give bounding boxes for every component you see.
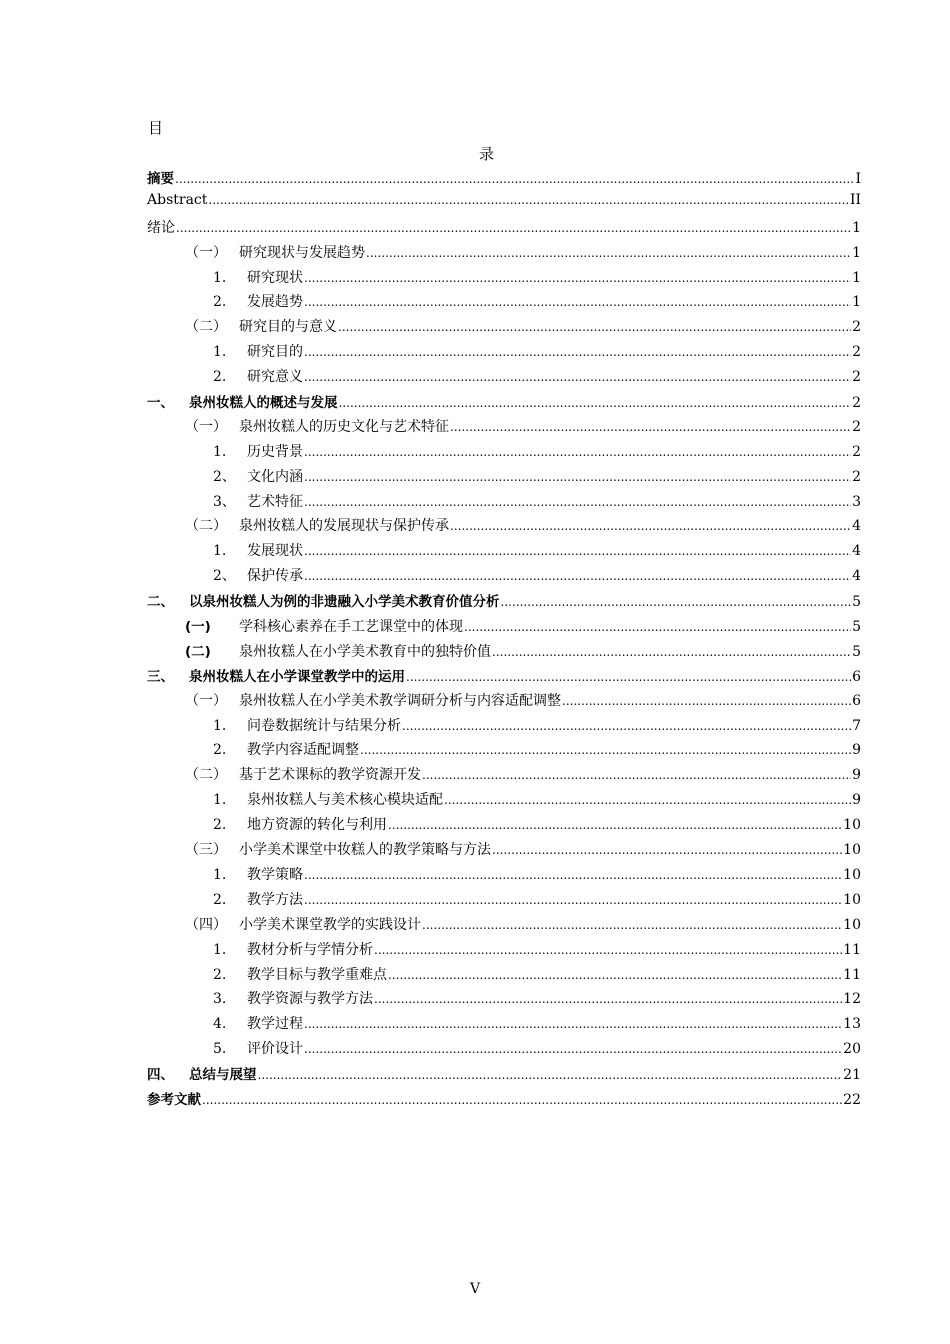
toc-entry-number: （四） [185, 916, 227, 933]
toc-entry[interactable] [147, 1088, 861, 1113]
toc-dot-leader [304, 494, 851, 510]
toc-entry-number: 二、 [147, 594, 174, 611]
toc-entry[interactable] [147, 988, 861, 1013]
toc-entry-number: 2、 [213, 468, 236, 485]
toc-entry[interactable] [147, 640, 861, 665]
toc-entry-label: 学科核心素养在手工艺课堂中的体现 [239, 619, 463, 636]
toc-entry-label: 以泉州妆糕人为例的非遗融入小学美术教育价值分析 [189, 594, 500, 611]
toc-entry[interactable] [147, 739, 861, 764]
toc-entry-page: 2 [852, 369, 861, 386]
toc-entry[interactable] [147, 565, 861, 590]
toc-entry-number: 1. [213, 344, 227, 361]
toc-dot-leader [450, 518, 851, 534]
toc-entry[interactable] [147, 267, 861, 292]
toc-dot-leader [374, 942, 842, 958]
toc-dot-leader [304, 294, 851, 310]
toc-entry-label: 小学美术课堂教学的实践设计 [239, 916, 421, 933]
toc-entry-page: 2 [852, 319, 861, 336]
toc-dot-leader [304, 568, 851, 584]
toc-entry-label: 研究现状 [247, 269, 303, 286]
toc-dot-leader [492, 842, 842, 858]
toc-heading-line2: 录 [479, 145, 495, 163]
toc-entry[interactable] [147, 590, 861, 615]
toc-entry-page: 2 [852, 395, 861, 412]
toc-entry-number: 5. [213, 1041, 227, 1058]
toc-entry[interactable] [147, 814, 861, 839]
toc-entry[interactable] [147, 366, 861, 391]
toc-entry-number: 1. [213, 717, 227, 734]
toc-dot-leader [464, 619, 851, 635]
toc-dot-leader [304, 270, 851, 286]
toc-entry-number: 2. [213, 891, 227, 908]
toc-dot-leader [208, 192, 849, 208]
toc-entry-label: 基于艺术课标的教学资源开发 [239, 767, 421, 784]
toc-entry[interactable] [147, 540, 861, 565]
toc-entry-label: 研究目的 [247, 344, 303, 361]
toc-dot-leader [450, 419, 851, 435]
toc-entry-label: 研究目的与意义 [239, 319, 337, 336]
toc-dot-leader [360, 742, 851, 758]
toc-dot-leader [175, 171, 854, 187]
toc-entry-page: 6 [852, 668, 861, 685]
toc-entry-number: (一) [185, 619, 211, 636]
toc-entry-page: 12 [843, 991, 861, 1008]
toc-entry-number: 2. [213, 817, 227, 834]
toc-entry[interactable] [147, 964, 861, 989]
toc-entry-number: 1. [213, 543, 227, 560]
toc-entry[interactable] [147, 864, 861, 889]
toc-entry-label: 泉州妆糕人与美术核心模块适配 [247, 792, 443, 809]
toc-entry-label: 历史背景 [247, 443, 303, 460]
page-number: V [469, 1281, 481, 1297]
toc-entry[interactable] [147, 715, 861, 740]
toc-entry-number: （一） [185, 418, 227, 435]
toc-entry[interactable] [147, 466, 861, 491]
toc-dot-leader [406, 669, 851, 685]
toc-entry-number: 3. [213, 991, 227, 1008]
toc-dot-leader [304, 1041, 842, 1057]
toc-entry[interactable] [147, 1063, 861, 1088]
toc-entry-number: 1. [213, 269, 227, 286]
toc-entry-label: 发展现状 [247, 543, 303, 560]
toc-entry-page: 10 [843, 866, 861, 883]
toc-entry-label: 摘要 [147, 171, 174, 187]
toc-dot-leader [258, 1067, 843, 1083]
toc-entry-label: 泉州妆糕人在小学美术教育中的独特价值 [239, 643, 491, 660]
toc-entry-label: 研究意义 [247, 369, 303, 386]
toc-entry[interactable] [147, 416, 861, 441]
toc-entry-page: 6 [852, 692, 861, 709]
toc-entry[interactable] [147, 1038, 861, 1063]
toc-entry-page: 10 [843, 891, 861, 908]
toc-entry[interactable] [147, 491, 861, 516]
toc-dot-leader [402, 718, 851, 734]
toc-dot-leader [339, 395, 852, 411]
toc-entry-page: II [849, 191, 861, 208]
toc-entry-number: 2. [213, 369, 227, 386]
toc-entry-page: 7 [852, 717, 861, 734]
toc-dot-leader [304, 1016, 842, 1032]
toc-dot-leader [501, 594, 852, 610]
toc-entry[interactable] [147, 515, 861, 540]
toc-entry-label: 地方资源的转化与利用 [247, 817, 387, 834]
toc-dot-leader [304, 892, 842, 908]
toc-entry-page: I [855, 171, 861, 187]
toc-entry-label: 文化内涵 [247, 468, 303, 485]
toc-entry-label: 总结与展望 [189, 1067, 257, 1084]
toc-dot-leader [304, 369, 851, 385]
toc-entry-number: 三、 [147, 668, 174, 685]
toc-entry-number: 1. [213, 941, 227, 958]
toc-dot-leader [202, 1092, 842, 1108]
toc-entry-page: 21 [843, 1067, 861, 1084]
toc-entry[interactable] [147, 291, 861, 316]
toc-entry-number: （一） [185, 692, 227, 709]
toc-entry-number: 2、 [213, 568, 236, 585]
toc-entry-page: 2 [852, 468, 861, 485]
toc-entry[interactable] [147, 167, 861, 192]
toc-entry[interactable] [147, 690, 861, 715]
toc-entry-page: 10 [843, 916, 861, 933]
toc-entry-number: 2. [213, 294, 227, 311]
toc-entry[interactable] [147, 192, 861, 217]
toc-entry-label: 教学过程 [247, 1016, 303, 1033]
toc-entry-label: 教学内容适配调整 [247, 742, 359, 759]
toc-dot-leader [338, 319, 851, 335]
toc-entry-label: 艺术特征 [247, 493, 303, 510]
toc-entry[interactable] [147, 665, 861, 690]
toc-entry-label: 发展趋势 [247, 294, 303, 311]
toc-entry-page: 10 [843, 842, 861, 859]
toc-dot-leader [304, 344, 851, 360]
toc-heading-line1: 目 [148, 119, 164, 137]
toc-entry-page: 11 [843, 966, 861, 983]
toc-entry-label: 保护传承 [247, 568, 303, 585]
toc-entry-number: （一） [185, 244, 227, 261]
toc-entry-page: 10 [843, 817, 861, 834]
toc-entry-number: 3、 [213, 493, 236, 510]
toc-entry-page: 20 [843, 1041, 861, 1058]
toc-entry-page: 22 [843, 1091, 861, 1108]
toc-entry[interactable] [147, 217, 861, 242]
toc-entry-label: 绪论 [147, 219, 175, 236]
toc-entry[interactable] [147, 615, 861, 640]
table-of-contents [147, 167, 861, 1113]
toc-entry[interactable] [147, 939, 861, 964]
toc-entry-page: 9 [852, 767, 861, 784]
toc-dot-leader [492, 644, 851, 660]
toc-entry-page: 1 [852, 269, 861, 286]
toc-dot-leader [562, 693, 851, 709]
toc-entry-label: 教材分析与学情分析 [247, 941, 373, 958]
toc-dot-leader [422, 917, 842, 933]
toc-entry-number: 四、 [147, 1067, 174, 1084]
toc-entry[interactable] [147, 889, 861, 914]
toc-entry-label: 泉州妆糕人的概述与发展 [189, 395, 338, 412]
toc-entry-label: 泉州妆糕人在小学美术教学调研分析与内容适配调整 [239, 692, 561, 709]
toc-entry-page: 4 [852, 543, 861, 560]
toc-dot-leader [304, 469, 851, 485]
toc-entry[interactable] [147, 242, 861, 267]
toc-entry-number: 2. [213, 742, 227, 759]
toc-entry-page: 9 [852, 742, 861, 759]
toc-entry-page: 1 [852, 294, 861, 311]
toc-entry-page: 1 [852, 244, 861, 261]
toc-entry-label: 泉州妆糕人的发展现状与保护传承 [239, 518, 449, 535]
toc-entry-number: 4. [213, 1016, 227, 1033]
toc-entry-page: 13 [843, 1016, 861, 1033]
toc-entry-number: 1. [213, 866, 227, 883]
toc-entry-page: 5 [852, 643, 861, 660]
toc-entry-label: 教学策略 [247, 866, 303, 883]
toc-dot-leader [422, 767, 851, 783]
toc-entry-page: 4 [852, 518, 861, 535]
toc-dot-leader [366, 245, 851, 261]
toc-entry-page: 5 [852, 594, 861, 611]
toc-entry-number: 1. [213, 443, 227, 460]
toc-entry-label: 评价设计 [247, 1041, 303, 1058]
toc-entry-page: 1 [852, 219, 861, 236]
toc-dot-leader [304, 867, 842, 883]
toc-entry-page: 9 [852, 792, 861, 809]
toc-entry-label: 教学方法 [247, 891, 303, 908]
toc-dot-leader [176, 220, 851, 236]
toc-entry-label: 泉州妆糕人在小学课堂教学中的运用 [189, 668, 405, 685]
toc-entry[interactable] [147, 316, 861, 341]
toc-entry-label: 泉州妆糕人的历史文化与艺术特征 [239, 418, 449, 435]
toc-dot-leader [304, 444, 851, 460]
toc-entry[interactable] [147, 1013, 861, 1038]
toc-entry-page: 2 [852, 418, 861, 435]
toc-entry-page: 2 [852, 443, 861, 460]
toc-dot-leader [374, 991, 842, 1007]
toc-entry[interactable] [147, 441, 861, 466]
toc-entry-number: （二） [185, 767, 227, 784]
toc-entry-label: 小学美术课堂中妆糕人的教学策略与方法 [239, 842, 491, 859]
toc-entry[interactable] [147, 341, 861, 366]
toc-entry-number: 一、 [147, 395, 174, 412]
toc-dot-leader [304, 543, 851, 559]
toc-entry-label: 教学目标与教学重难点 [247, 966, 387, 983]
toc-entry-label: 问卷数据统计与结果分析 [247, 717, 401, 734]
toc-entry-label: 研究现状与发展趋势 [239, 244, 365, 261]
toc-entry-number: （二） [185, 319, 227, 336]
toc-entry-number: (二) [185, 643, 211, 660]
toc-entry-number: （二） [185, 518, 227, 535]
toc-dot-leader [388, 967, 842, 983]
toc-dot-leader [388, 817, 842, 833]
toc-entry-page: 5 [852, 619, 861, 636]
toc-entry[interactable] [147, 789, 861, 814]
toc-entry-number: 1. [213, 792, 227, 809]
toc-entry-page: 2 [852, 344, 861, 361]
toc-entry[interactable] [147, 391, 861, 416]
toc-entry-label: 参考文献 [147, 1091, 201, 1108]
toc-entry[interactable] [147, 764, 861, 789]
toc-entry-label: 教学资源与教学方法 [247, 991, 373, 1008]
toc-entry-number: 2. [213, 966, 227, 983]
toc-entry-page: 3 [852, 493, 861, 510]
toc-entry[interactable] [147, 839, 861, 864]
toc-entry-label: Abstract [147, 191, 208, 208]
toc-entry-page: 11 [843, 941, 861, 958]
toc-entry[interactable] [147, 914, 861, 939]
toc-entry-page: 4 [852, 568, 861, 585]
toc-dot-leader [444, 792, 851, 808]
toc-entry-number: （三） [185, 842, 227, 859]
